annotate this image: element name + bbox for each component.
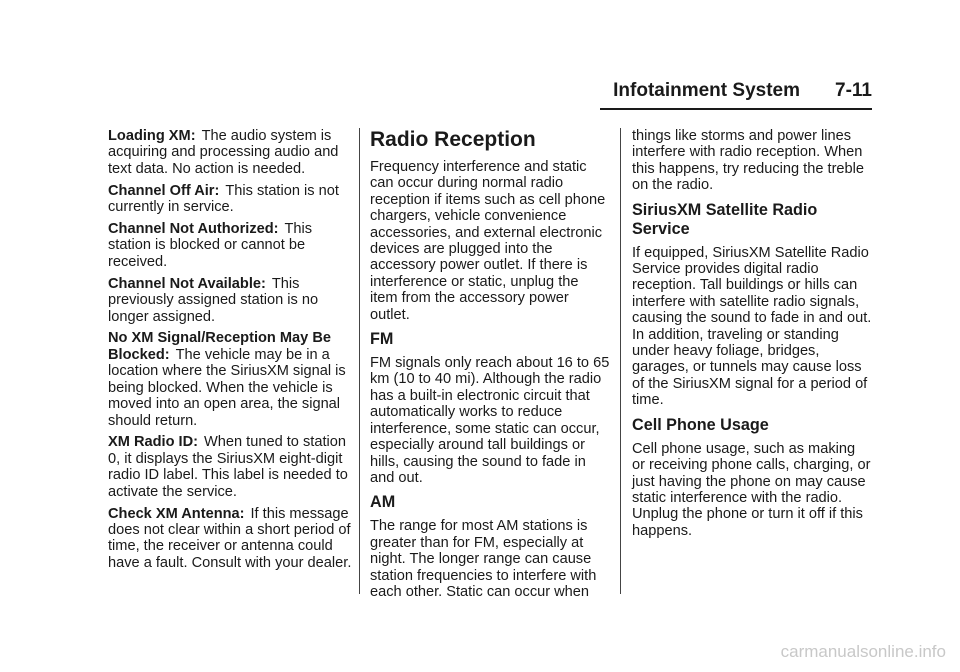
term: Channel Off Air: xyxy=(108,182,220,199)
paragraph-cell-phone: Cell phone usage, such as making or receiving phone calls, charging, or just having the phone on may cause static interference with the radio. Unplug the phone or turn it off if this happens. xyxy=(632,440,871,539)
definition-xm-radio-id xyxy=(108,434,353,500)
term: Loading XM: xyxy=(108,128,196,144)
left-column xyxy=(108,128,353,577)
definition-loading-xm xyxy=(108,128,353,177)
definition: The vehicle may be in a location where the SiriusXM signal is being blocked. When the vehicle is moved into an open area, the signal should return. xyxy=(108,346,346,429)
term: Channel Not Authorized: xyxy=(108,221,279,238)
definition-no-xm-signal xyxy=(108,330,353,428)
definition: The audio system is acquiring and processing audio and text data. No action is needed. xyxy=(108,128,339,177)
header-rule xyxy=(600,108,872,110)
column-divider xyxy=(359,128,360,594)
definition-check-xm-antenna xyxy=(108,506,353,572)
definition: This previously assigned station is no longer assigned. xyxy=(108,275,319,325)
heading-am: AM xyxy=(370,493,396,512)
definition: If this message does not clear within a short period of time, the receiver or antenna could have a fault. Consult with your dealer. xyxy=(108,505,352,571)
definition: This station is not currently in service. xyxy=(108,182,339,216)
page-number: 7-11 xyxy=(835,80,872,101)
column-divider xyxy=(620,128,621,594)
definition-channel-not-authorized xyxy=(108,221,353,270)
definition-channel-off-air xyxy=(108,183,353,216)
term: XM Radio ID: xyxy=(108,434,198,451)
term: Channel Not Available: xyxy=(108,275,266,292)
definition: When tuned to station 0, it displays the SiriusXM eight-digit radio ID label. This label is needed to activate the service. xyxy=(108,434,348,500)
paragraph-am: The range for most AM stations is greater than for FM, especially at night. The longer range can cause station frequencies to interfere with each other. Static can occur when xyxy=(370,518,597,600)
right-column xyxy=(632,128,872,545)
section-title: Infotainment System xyxy=(613,80,800,101)
middle-column xyxy=(370,128,610,606)
heading-fm: FM xyxy=(370,330,394,349)
definition: This station is blocked or cannot be received. xyxy=(108,221,313,270)
heading-siriusxm: SiriusXM Satellite Radio Service xyxy=(632,200,818,238)
heading-radio-reception: Radio Reception xyxy=(370,128,536,151)
paragraph-am-continued: things like storms and power lines interfere with radio reception. When this happens, try reducing the treble on the radio. xyxy=(632,128,865,194)
term: No XM Signal/Reception May Be Blocked: xyxy=(108,330,331,363)
paragraph-fm: FM signals only reach about 16 to 65 km (10 to 40 mi). Although the radio has a built-in electronic circuit that automatically works to reduce interference, some static can occur, especially around tall buildings or hills, causing the sound to fade in and out. xyxy=(370,355,610,486)
definition-channel-not-available xyxy=(108,276,353,325)
watermark: carmanualsonline.info xyxy=(780,642,946,661)
paragraph-interference: Frequency interference and static can occur during normal radio reception if items such as cell phone chargers, vehicle convenience accessories, and external electronic devices are plugged into the accessory power outlet. If there is interference or static, unplug the item from the accessory power outlet. xyxy=(370,159,606,323)
term: Check XM Antenna: xyxy=(108,505,245,522)
paragraph-siriusxm: If equipped, SiriusXM Satellite Radio Service provides digital radio reception. Tall buildings or hills can interfere with satellite radio signals, causing the sound to fade in and out. In addition, traveling or standing under heavy foliage, bridges, garages, or tunnels may cause loss of the SiriusXM signal for a period of time. xyxy=(632,244,872,409)
page-header xyxy=(600,76,872,110)
heading-cell-phone: Cell Phone Usage xyxy=(632,415,769,434)
